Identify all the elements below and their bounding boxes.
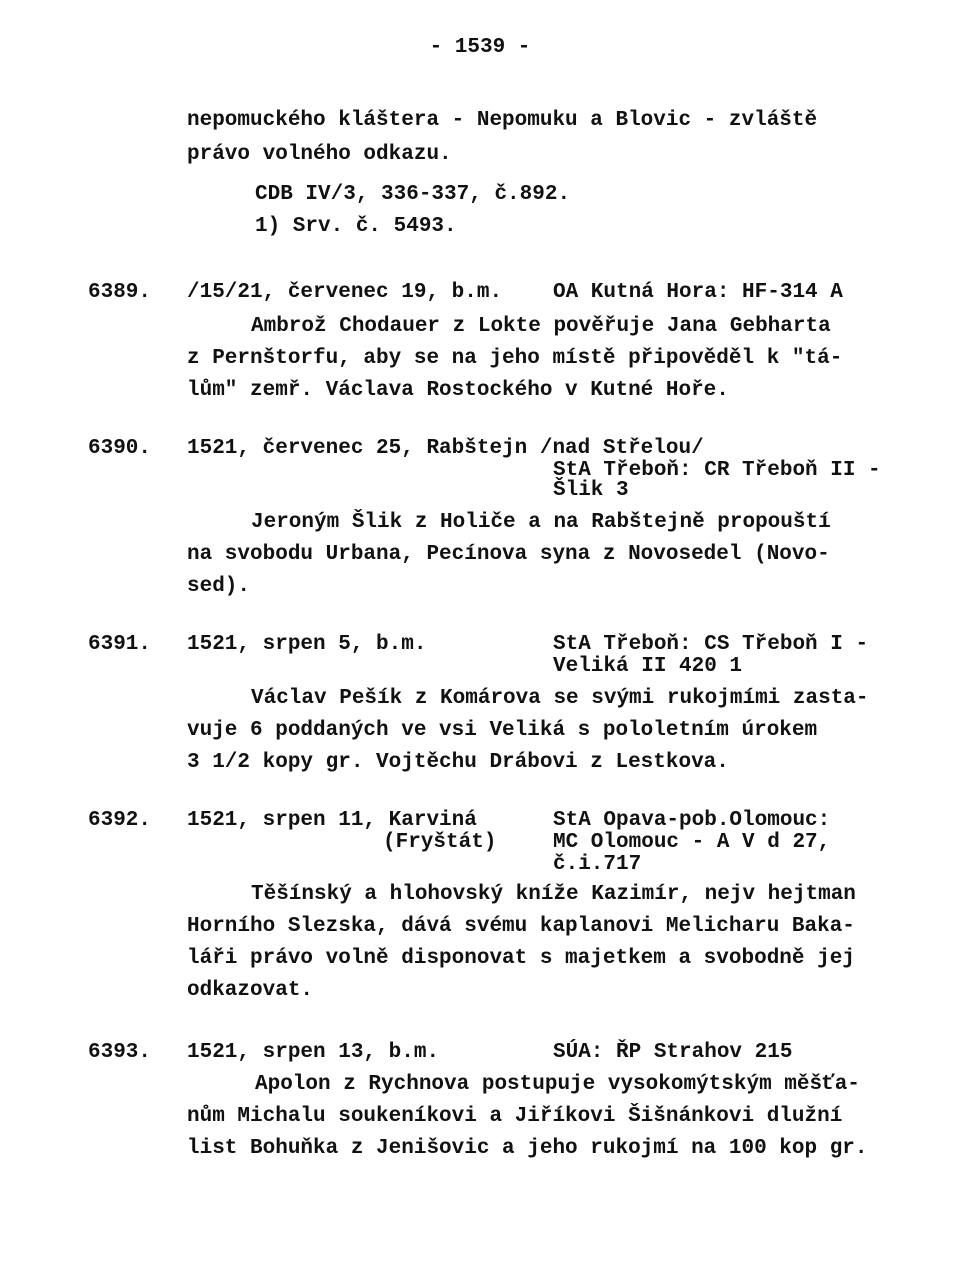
entry-source: Veliká II 420 1	[553, 655, 743, 678]
intro-line: právo volného odkazu.	[187, 143, 452, 166]
entry-text-line: odkazovat.	[187, 979, 314, 1002]
entry-text-line: Ambrož Chodauer z Lokte pověřuje Jana Gebharta	[251, 315, 831, 338]
entry-source: StA Opava-pob.Olomouc:	[553, 809, 831, 832]
entry-source: StA Třeboň: CS Třeboň I -	[553, 633, 869, 656]
entry-text-line: list Bohuňka z Jenišovic a jeho rukojmí na 100 kop gr.	[187, 1137, 868, 1160]
entry-header: 1521, srpen 5, b.m.	[187, 633, 427, 656]
intro-line: nepomuckého kláštera - Nepomuku a Blovic - zvláště	[187, 109, 818, 132]
entry-source: StA Třeboň: CR Třeboň II -	[553, 459, 881, 482]
entry-source: Šlik 3	[553, 479, 629, 502]
entry-number: 6389.	[88, 281, 152, 304]
entry-source: MC Olomouc - A V d 27,	[553, 831, 831, 854]
page-number: - 1539 -	[429, 36, 531, 59]
entry-header: 1521, srpen 11, Karviná	[187, 809, 477, 832]
entry-text-line: Těšínský a hlohovský kníže Kazimír, nejv hejtman	[251, 883, 856, 906]
entry-text-line: nům Michalu soukeníkovi a Jiříkovi Šišnánkovi dlužní	[187, 1105, 843, 1128]
entry-text-line: Jeroným Šlik z Holiče a na Rabštejně propouští	[251, 511, 831, 534]
intro-ref: 1) Srv. č. 5493.	[255, 215, 457, 238]
entry-source: OA Kutná Hora: HF-314 A	[553, 281, 843, 304]
entry-number: 6391.	[88, 633, 152, 656]
entry-header-place: (Fryštát)	[383, 831, 497, 854]
entry-text-line: Horního Slezska, dává svému kaplanovi Melicharu Baka-	[187, 915, 855, 938]
entry-header: 1521, srpen 13, b.m.	[187, 1041, 440, 1064]
entry-text-line: na svobodu Urbana, Pecínova syna z Novosedel (Novo-	[187, 543, 830, 566]
intro-ref: CDB IV/3, 336-337, č.892.	[255, 183, 571, 206]
entry-header: /15/21, červenec 19, b.m.	[187, 281, 503, 304]
entry-number: 6390.	[88, 437, 152, 460]
entry-text-line: lům" zemř. Václava Rostockého v Kutné Hoře.	[187, 379, 729, 402]
entry-source: č.i.717	[553, 853, 642, 876]
entry-header: 1521, červenec 25, Rabštejn /nad Střelou/	[187, 437, 704, 460]
entry-source: SÚA: ŘP Strahov 215	[553, 1041, 793, 1064]
entry-text-line: Apolon z Rychnova postupuje vysokomýtským měšťa-	[255, 1073, 860, 1096]
entry-text-line: 3 1/2 kopy gr. Vojtěchu Drábovi z Lestkova.	[187, 751, 729, 774]
entry-number: 6393.	[88, 1041, 152, 1064]
entry-text-line: z Pernštorfu, aby se na jeho místě připověděl k "tá-	[187, 347, 843, 370]
entry-text-line: vuje 6 poddaných ve vsi Veliká s pololetním úrokem	[187, 719, 818, 742]
entry-text-line: láři právo volně disponovat s majetkem a svobodně jej	[187, 947, 855, 970]
entry-text-line: sed).	[187, 575, 251, 598]
entry-text-line: Václav Pešík z Komárova se svými rukojmími zasta-	[251, 687, 869, 710]
entry-number: 6392.	[88, 809, 152, 832]
